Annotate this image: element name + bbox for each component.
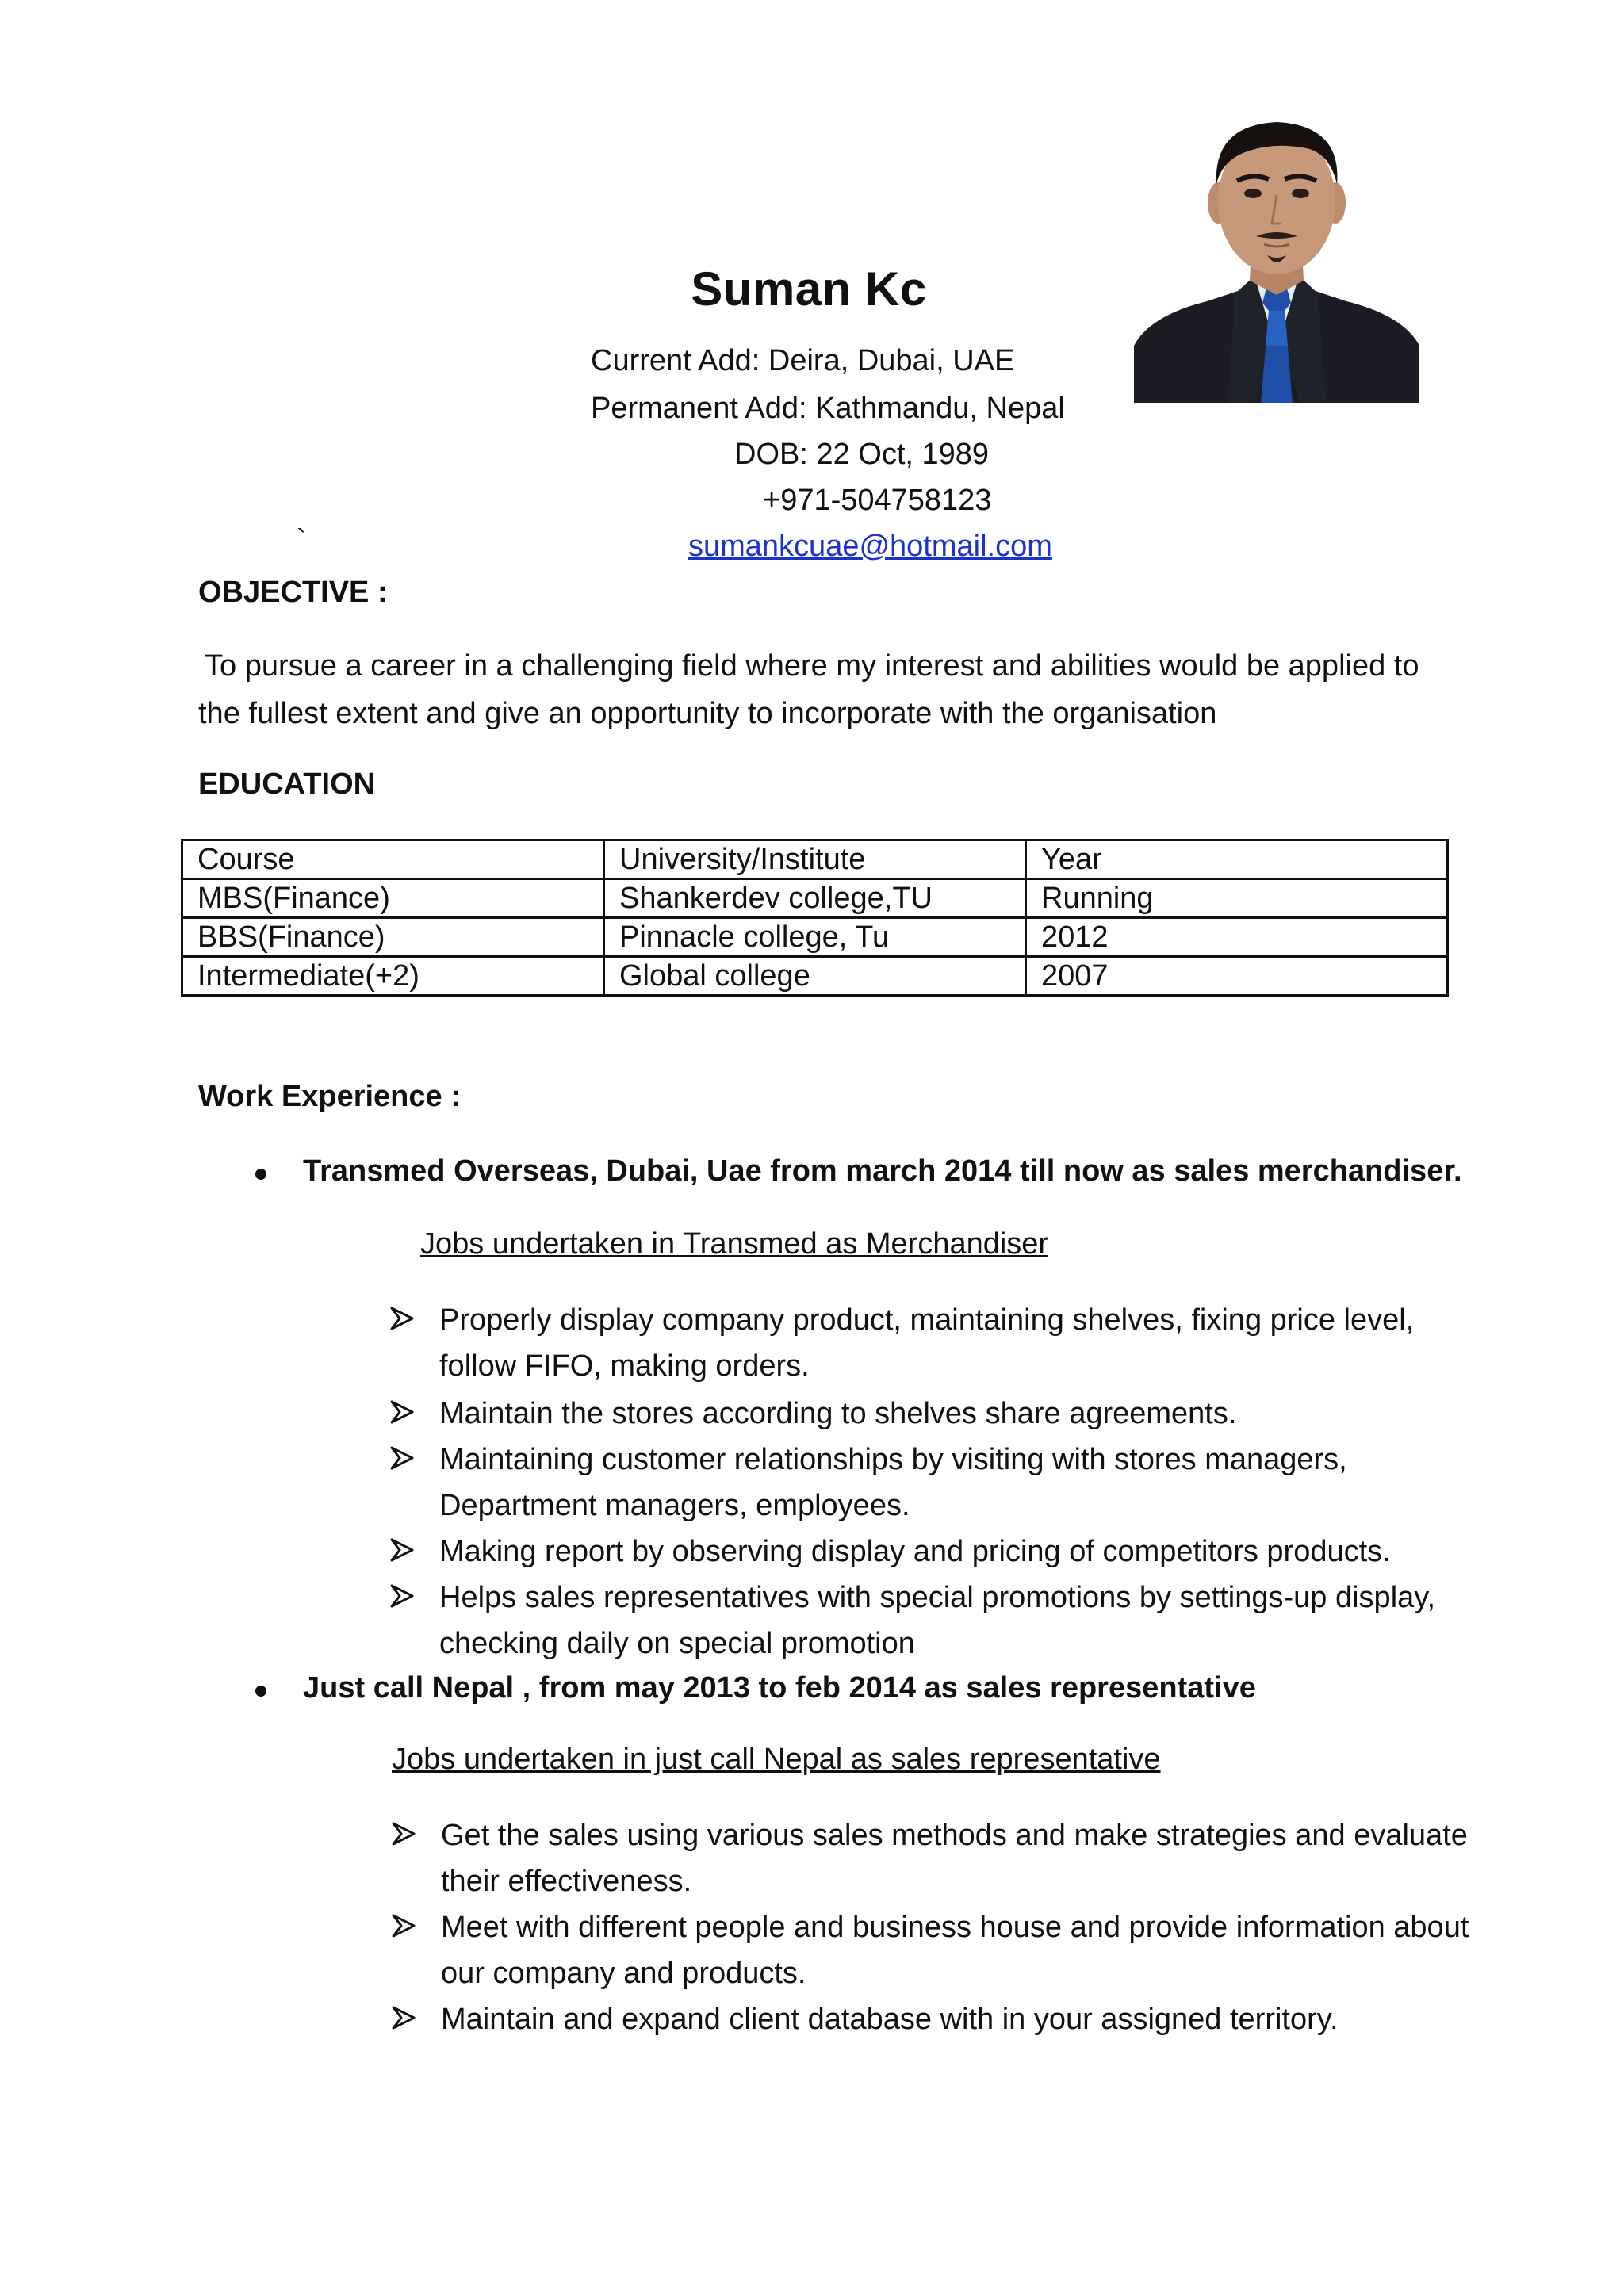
portrait-photo-icon bbox=[1134, 108, 1419, 403]
stray-backtick: ` bbox=[297, 523, 306, 556]
table-row bbox=[182, 918, 1448, 957]
duty-item: Meet with different people and business house and provide information about our company and products. bbox=[441, 1911, 1469, 1990]
job-heading-just-call-nepal: Just call Nepal , from may 2013 to feb 2014 as sales representative bbox=[303, 1671, 1256, 1705]
phone-number: +971-504758123 bbox=[763, 484, 992, 517]
arrow-bullet-icon bbox=[392, 1914, 416, 1938]
arrow-bullet-icon bbox=[390, 1307, 414, 1330]
header-course: Course bbox=[182, 840, 604, 879]
duty-item: Maintaining customer relationships by visiting with stores managers, Department managers, employees. bbox=[439, 1443, 1347, 1522]
duty-item: Maintain and expand client database with in your assigned territory. bbox=[441, 2003, 1339, 2036]
cell-year: 2007 bbox=[1026, 957, 1448, 996]
profile-photo bbox=[1134, 108, 1419, 403]
arrow-bullet-icon bbox=[392, 1822, 416, 1846]
job-heading-transmed: Transmed Overseas, Dubai, Uae from march 2014 till now as sales merchandiser. bbox=[303, 1154, 1462, 1188]
duty-item: Making report by observing display and pricing of competitors products. bbox=[439, 1535, 1391, 1568]
arrow-bullet-icon bbox=[390, 1400, 414, 1424]
job-subheading-just-call-nepal: Jobs undertaken in just call Nepal as sales representative bbox=[392, 1743, 1161, 1776]
arrow-bullet-icon bbox=[392, 2006, 416, 2030]
cell-course: BBS(Finance) bbox=[182, 918, 604, 957]
duty-item: Helps sales representatives with special promotions by settings-up display, checking daily on special promotion bbox=[439, 1581, 1436, 1660]
cell-institute: Shankerdev college,TU bbox=[604, 879, 1026, 918]
cell-institute: Pinnacle college, Tu bbox=[604, 918, 1026, 957]
arrow-bullet-icon bbox=[390, 1538, 414, 1562]
objective-title: OBJECTIVE : bbox=[198, 576, 388, 609]
email-link[interactable]: sumankcuae@hotmail.com bbox=[688, 530, 1052, 563]
bullet-icon bbox=[255, 1686, 266, 1697]
header-year: Year bbox=[1026, 840, 1448, 879]
current-address: Current Add: Deira, Dubai, UAE bbox=[591, 344, 1015, 377]
table-header-row bbox=[182, 840, 1448, 879]
table-row bbox=[182, 957, 1448, 996]
cell-course: MBS(Finance) bbox=[182, 879, 604, 918]
education-title: EDUCATION bbox=[198, 767, 376, 801]
cell-institute: Global college bbox=[604, 957, 1026, 996]
arrow-bullet-icon bbox=[390, 1446, 414, 1470]
permanent-address: Permanent Add: Kathmandu, Nepal bbox=[591, 392, 1065, 425]
header-institute: University/Institute bbox=[604, 840, 1026, 879]
cell-year: Running bbox=[1026, 879, 1448, 918]
cell-year: 2012 bbox=[1026, 918, 1448, 957]
job-subheading-transmed: Jobs undertaken in Transmed as Merchandiser bbox=[420, 1227, 1049, 1261]
duty-item: Get the sales using various sales methods and make strategies and evaluate their effectiveness. bbox=[441, 1819, 1468, 1898]
education-table bbox=[181, 839, 1449, 997]
table-row bbox=[182, 879, 1448, 918]
date-of-birth: DOB: 22 Oct, 1989 bbox=[734, 438, 990, 471]
duty-item: Maintain the stores according to shelves share agreements. bbox=[439, 1397, 1237, 1430]
duty-item: Properly display company product, maintaining shelves, fixing price level, follow FIFO, making orders. bbox=[439, 1303, 1415, 1383]
bullet-icon bbox=[255, 1169, 266, 1180]
objective-text: To pursue a career in a challenging field where my interest and abilities would be applied to the fullest extent and give an opportunity to incorporate with the organisation bbox=[198, 649, 1419, 730]
cell-course: Intermediate(+2) bbox=[182, 957, 604, 996]
candidate-name: Suman Kc bbox=[691, 262, 927, 316]
work-experience-title: Work Experience : bbox=[198, 1080, 461, 1113]
arrow-bullet-icon bbox=[390, 1584, 414, 1608]
